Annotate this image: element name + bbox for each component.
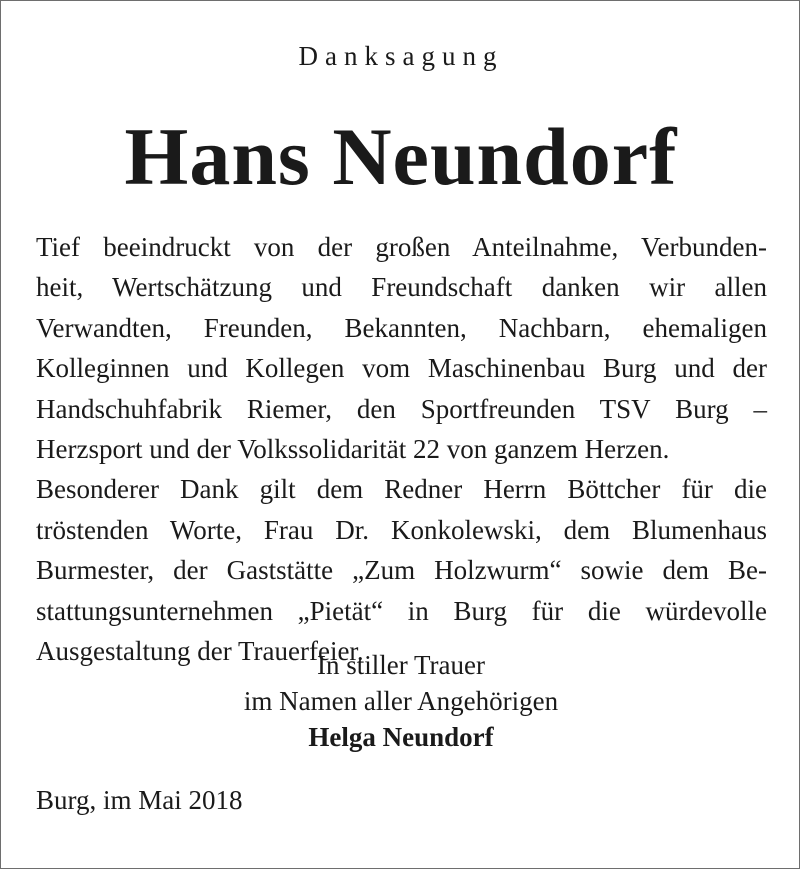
text-line: Tief beeindruckt von der großen Anteilnahme, Verbunden- bbox=[36, 232, 767, 262]
text-line: tröstenden Worte, Frau Dr. Konkolewski, dem Blumenhaus bbox=[36, 514, 767, 545]
notice-heading: Danksagung bbox=[298, 41, 504, 71]
closing-line-relatives: im Namen aller Angehörigen bbox=[243, 686, 559, 716]
closing-line-mourning: In stiller Trauer bbox=[317, 650, 485, 680]
text-line: Herzsport und der Volkssolidarität 22 von ganzem Herzen. bbox=[36, 434, 670, 465]
closing-block bbox=[1, 647, 800, 755]
text-line: Ausgestaltung der Trauerfeier. bbox=[36, 636, 364, 667]
thank-you-text bbox=[36, 227, 767, 671]
text-line: Burmester, der Gaststätte „Zum Holzwurm“ sowie dem Be- bbox=[36, 555, 767, 586]
deceased-name: Hans Neundorf bbox=[124, 111, 678, 202]
text-line: stattungsunternehmen „Pietät“ in Burg für die würdevolle bbox=[36, 595, 767, 626]
text-line: heit, Wertschätzung und Freundschaft danken wir allen bbox=[36, 272, 767, 303]
text-line: Kolleginnen und Kollegen vom Maschinenbau Burg und der bbox=[36, 353, 767, 384]
signer-name: Helga Neundorf bbox=[308, 722, 494, 752]
text-line: Verwandten, Freunden, Bekannten, Nachbarn, ehemaligen bbox=[36, 312, 767, 343]
place-date: Burg, im Mai 2018 bbox=[36, 785, 243, 815]
text-line: Besonderer Dank gilt dem Redner Herrn Böttcher für die bbox=[36, 474, 767, 505]
text-line: Handschuhfabrik Riemer, den Sportfreunden TSV Burg – bbox=[36, 393, 767, 424]
